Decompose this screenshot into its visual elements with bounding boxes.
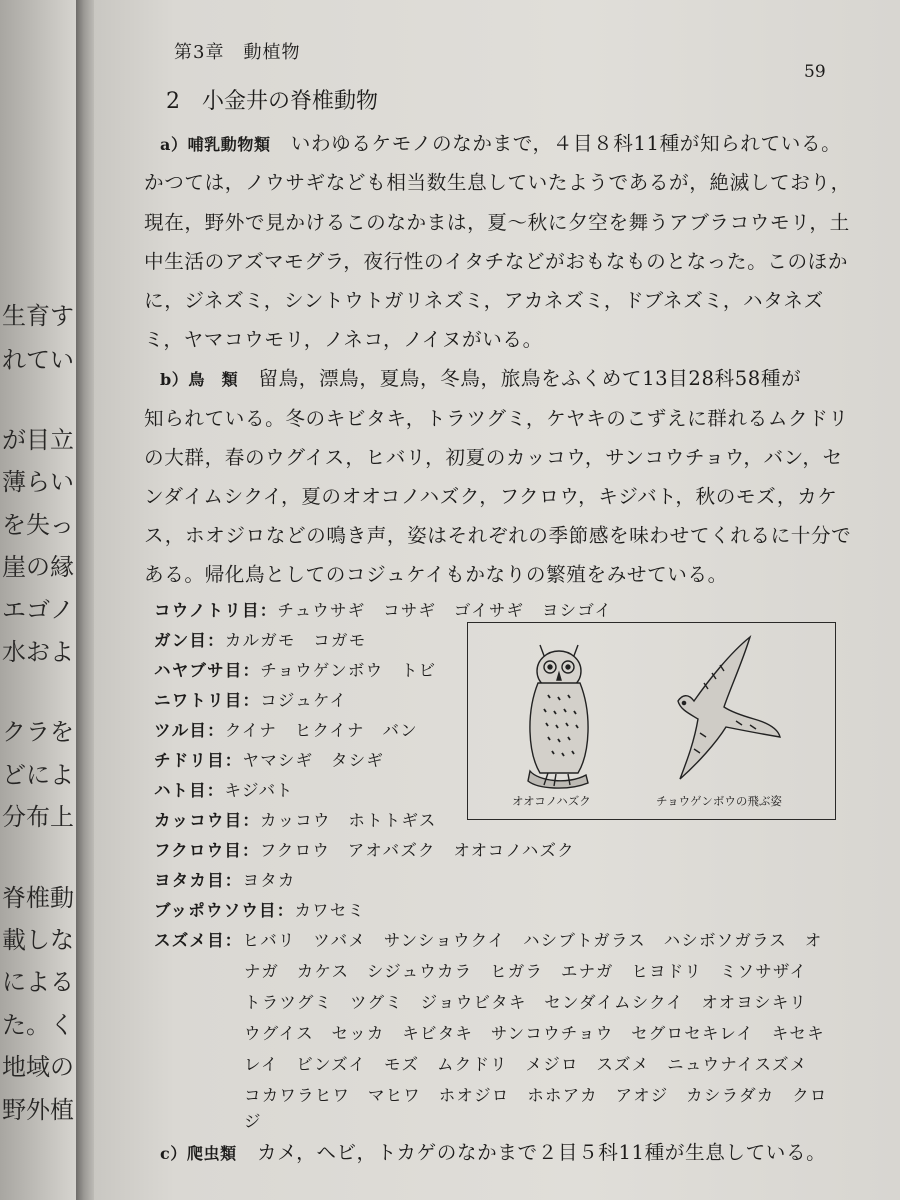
bird-order-row: スズメ目：ヒバリ ツバメ サンショウクイ ハシブトガラス ハシボソガラス オ [154, 931, 823, 950]
mammals-line: 現在，野外で見かけるこのなかまは，夏～秋に夕空を舞うアブラコウモリ，土 [144, 211, 850, 234]
bird-order-row: ツル目：クイナ ヒクイナ バン [154, 721, 418, 740]
left-page-line: エゴノ [2, 596, 74, 624]
left-page-line: 水およ [2, 638, 74, 666]
mammals-line: ミ，ヤマコウモリ，ノネコ，ノイヌがいる。 [144, 328, 543, 351]
left-page-line: 野外植 [2, 1096, 74, 1124]
bird-illustration-svg [468, 623, 835, 819]
left-page-strip [0, 0, 76, 1200]
bird-order-row: フクロウ目：フクロウ アオバズク オオコノハズク [154, 841, 575, 860]
bird-illustration-figure [467, 622, 836, 820]
bird-order-row: カッコウ目：カッコウ ホトトギス [154, 811, 437, 830]
kestrel-illustration-icon [678, 637, 780, 779]
kestrel-caption: チョウゲンボウの飛ぶ姿 [656, 794, 782, 808]
left-page-line: 崖の縁 [2, 553, 74, 581]
bird-order-row: ハト目：キジバト [154, 781, 294, 800]
passerine-continued-line: コカワラヒワ マヒワ ホオジロ ホホアカ アオジ カシラダカ クロ [244, 1086, 828, 1105]
birds-line: ンダイムシクイ，夏のオオコノハズク，フクロウ，キジバト，秋のモズ，カケ [144, 485, 838, 508]
left-page-line: が目立 [2, 426, 74, 454]
left-page-line: れてい [2, 346, 74, 374]
passerine-continued-line: ウグイス セッカ キビタキ サンコウチョウ セグロセキレイ キセキ [244, 1024, 825, 1043]
passerine-continued-line: ジ [244, 1112, 262, 1131]
left-page-line: クラを [2, 718, 74, 746]
birds-label: b）鳥 類 [160, 370, 239, 389]
bird-order-row: コウノトリ目：チュウサギ コサギ ゴイサギ ヨシゴイ [154, 601, 613, 620]
book-page [94, 0, 900, 1200]
left-page-line: による [2, 968, 74, 996]
reptiles-label: c）爬虫類 [160, 1144, 237, 1163]
passerine-continued-line: ナガ カケス シジュウカラ ヒガラ エナガ ヒヨドリ ミソサザイ [244, 962, 808, 981]
left-page-line: 薄らい [2, 468, 74, 496]
left-page-line: 地域の [2, 1053, 74, 1081]
mammals-line: に，ジネズミ，シントウトガリネズミ，アカネズミ，ドブネズミ，ハタネズ [144, 289, 824, 312]
bird-order-row: チドリ目：ヤマシギ タシギ [154, 751, 385, 770]
left-page-line: 脊椎動 [2, 884, 74, 912]
birds-line: の大群，春のウグイス，ヒバリ，初夏のカッコウ，サンコウチョウ，バン，セ [144, 446, 843, 469]
mammals-line: 中生活のアズマモグラ，夜行性のイタチなどがおもなものとなった。このほか [144, 250, 849, 273]
birds-line: b）鳥 類 留鳥，漂鳥，夏鳥，冬鳥，旅鳥をふくめて13目28科58種が [160, 367, 802, 390]
passerine-continued-line: レイ ビンズイ モズ ムクドリ メジロ スズメ ニュウナイスズメ [244, 1055, 808, 1074]
left-page-line: 載しな [2, 926, 74, 954]
left-page-line: どによ [2, 761, 74, 789]
birds-line: ある。帰化鳥としてのコジュケイもかなりの繁殖をみせている。 [144, 563, 728, 586]
bird-order-row: ブッポウソウ目：カワセミ [154, 901, 366, 920]
book-gutter [76, 0, 94, 1200]
passerine-continued-line: トラツグミ ツグミ ジョウビタキ センダイムシクイ オオヨシキリ [244, 993, 808, 1012]
mammals-line: かつては，ノウサギなども相当数生息していたようであるが，絶滅しており， [144, 171, 851, 194]
reptiles-line: c）爬虫類 カメ，ヘビ，トカゲのなかまで２目５科11種が生息している。 [160, 1141, 827, 1164]
chapter-header: 第3章 動植物 [174, 42, 301, 63]
bird-order-row: ガン目：カルガモ コガモ [154, 631, 367, 650]
section-title: 2 小金井の脊椎動物 [166, 89, 378, 114]
bird-order-row: ニワトリ目：コジュケイ [154, 691, 348, 710]
left-page-line: を失っ [2, 511, 74, 539]
page-number: 59 [804, 62, 826, 82]
bird-order-row: ハヤブサ目：チョウゲンボウ トビ [154, 661, 437, 680]
left-page-line: 生育す [2, 302, 74, 330]
left-page-line: 分布上 [2, 803, 74, 831]
owl-illustration-icon [528, 645, 588, 788]
left-page-line: た。く [2, 1011, 74, 1039]
mammals-label: a）哺乳動物類 [160, 135, 271, 154]
mammals-line: a）哺乳動物類 いわゆるケモノのなかまで，４目８科11種が知られている。 [160, 132, 842, 155]
birds-line: 知られている。冬のキビタキ，トラツグミ，ケヤキのこずえに群れるムクドリ [144, 407, 849, 430]
owl-caption: オオコノハズク [512, 794, 591, 808]
birds-line: ス，ホオジロなどの鳴き声，姿はそれぞれの季節感を味わせてくれるに十分で [144, 524, 852, 547]
bird-order-row: ヨタカ目：ヨタカ [154, 871, 296, 890]
